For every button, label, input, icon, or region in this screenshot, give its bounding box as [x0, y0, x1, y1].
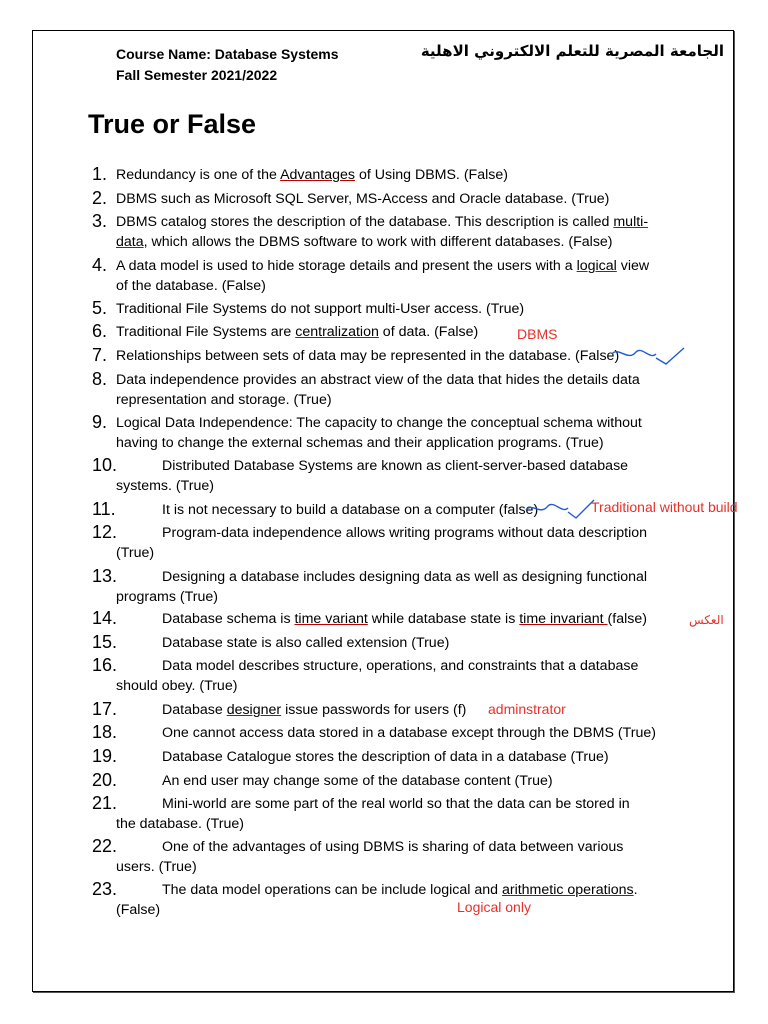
annotation-dbms: DBMS	[517, 326, 558, 342]
question-text: An end user may change some of the database content (True)	[162, 773, 553, 789]
question-number: 21.	[92, 793, 118, 813]
question-text: A data model is used to hide storage details and present the users with a logical view	[116, 258, 650, 274]
question-text: Logical Data Independence: The capacity to change the conceptual schema without	[116, 415, 642, 431]
question-number: 3.	[92, 211, 108, 231]
question-1	[92, 166, 712, 186]
question-number: 2.	[92, 188, 108, 208]
question-text-cont: representation and storage. (True)	[116, 391, 332, 408]
question-text: The data model operations can be include logical and arithmetic operations.	[162, 882, 638, 898]
question-text: One of the advantages of using DBMS is sharing of data between various	[162, 839, 624, 855]
question-12	[92, 524, 712, 563]
question-number: 23.	[92, 879, 118, 899]
question-21	[92, 795, 712, 834]
question-number: 18.	[92, 722, 118, 742]
question-14	[92, 610, 712, 630]
question-text: Mini-world are some part of the real world so that the data can be stored in	[162, 796, 630, 812]
question-text: Relationships between sets of data may be represented in the database. (False)	[116, 348, 620, 364]
question-17	[92, 701, 712, 721]
question-text: DBMS such as Microsoft SQL Server, MS-Access and Oracle database. (True)	[116, 191, 610, 207]
question-text-cont: systems. (True)	[116, 477, 215, 494]
question-text: Traditional File Systems do not support multi-User access. (True)	[116, 301, 525, 317]
question-text: Distributed Database Systems are known as client-server-based database	[162, 458, 629, 474]
question-number: 16.	[92, 655, 118, 675]
question-text-cont: programs (True)	[116, 588, 218, 605]
question-number: 9.	[92, 412, 108, 432]
question-number: 19.	[92, 746, 118, 766]
question-text-cont: (True)	[116, 544, 155, 561]
question-text-cont: of the database. (False)	[116, 277, 266, 294]
question-number: 13.	[92, 566, 118, 586]
question-text: Data independence provides an abstract view of the data that hides the details data	[116, 372, 640, 388]
university-name-arabic: الجامعة المصرية للتعلم الالكتروني الاهلية	[420, 42, 724, 60]
question-number: 12.	[92, 522, 118, 542]
question-10	[92, 457, 712, 496]
question-text: One cannot access data stored in a database except through the DBMS (True)	[162, 725, 656, 741]
question-text: Program-data independence allows writing programs without data description	[162, 525, 648, 541]
question-text: Data model describes structure, operations, and constraints that a database	[162, 658, 639, 674]
question-number: 1.	[92, 164, 108, 184]
question-23	[92, 881, 712, 920]
question-text: Database state is also called extension (True)	[162, 635, 450, 651]
question-6	[92, 323, 712, 343]
question-number: 17.	[92, 699, 118, 719]
question-text-cont: users. (True)	[116, 858, 197, 875]
question-text: Designing a database includes designing data as well as designing functional	[162, 569, 648, 585]
question-number: 7.	[92, 345, 108, 365]
question-5	[92, 300, 712, 320]
question-number: 4.	[92, 255, 108, 275]
question-8	[92, 371, 712, 410]
semester: Fall Semester 2021/2022	[116, 67, 278, 83]
question-9	[92, 414, 712, 453]
annotation-opposite-arabic: العكس	[689, 613, 724, 627]
blue-scribble-checkmark	[522, 496, 602, 522]
course-name: Course Name: Database Systems	[116, 46, 339, 62]
question-16	[92, 657, 712, 696]
question-text-cont: the database. (True)	[116, 815, 245, 832]
question-4	[92, 257, 712, 296]
question-number: 10.	[92, 455, 118, 475]
question-text: Traditional File Systems are centralization of data. (False)	[116, 324, 479, 340]
question-text: Database schema is time variant while database state is time invariant (false)	[162, 611, 647, 627]
blue-scribble-checkmark	[608, 344, 688, 368]
question-number: 5.	[92, 298, 108, 318]
question-20	[92, 772, 712, 792]
annotation-logical-only: Logical only	[457, 899, 531, 915]
annotation-administrator: adminstrator	[488, 701, 566, 717]
question-text: DBMS catalog stores the description of the database. This description is called multi-	[116, 214, 649, 230]
question-3	[92, 213, 712, 252]
annotation-traditional: Traditional without build	[591, 499, 738, 515]
question-13	[92, 568, 712, 607]
question-number: 22.	[92, 836, 118, 856]
question-number: 6.	[92, 321, 108, 341]
question-15	[92, 634, 712, 654]
question-text-cont: (False)	[116, 901, 161, 918]
question-number: 14.	[92, 608, 118, 628]
question-18	[92, 724, 712, 744]
question-text-cont: should obey. (True)	[116, 677, 238, 694]
question-text: Database Catalogue stores the description of data in a database (True)	[162, 749, 609, 765]
question-text-cont: having to change the external schemas and their application programs. (True)	[116, 434, 604, 451]
question-2	[92, 190, 712, 210]
page-title: True or False	[88, 109, 257, 139]
question-text-cont: data, which allows the DBMS software to work with different databases. (False)	[116, 233, 613, 250]
question-number: 11.	[92, 499, 116, 519]
question-text: Redundancy is one of the Advantages of Using DBMS. (False)	[116, 167, 508, 183]
question-number: 20.	[92, 770, 118, 790]
question-19	[92, 748, 712, 768]
question-text: It is not necessary to build a database on a computer (false)	[162, 502, 539, 518]
question-22	[92, 838, 712, 877]
question-number: 15.	[92, 632, 118, 652]
question-text: Database designer issue passwords for users (f)	[162, 702, 467, 718]
question-number: 8.	[92, 369, 108, 389]
